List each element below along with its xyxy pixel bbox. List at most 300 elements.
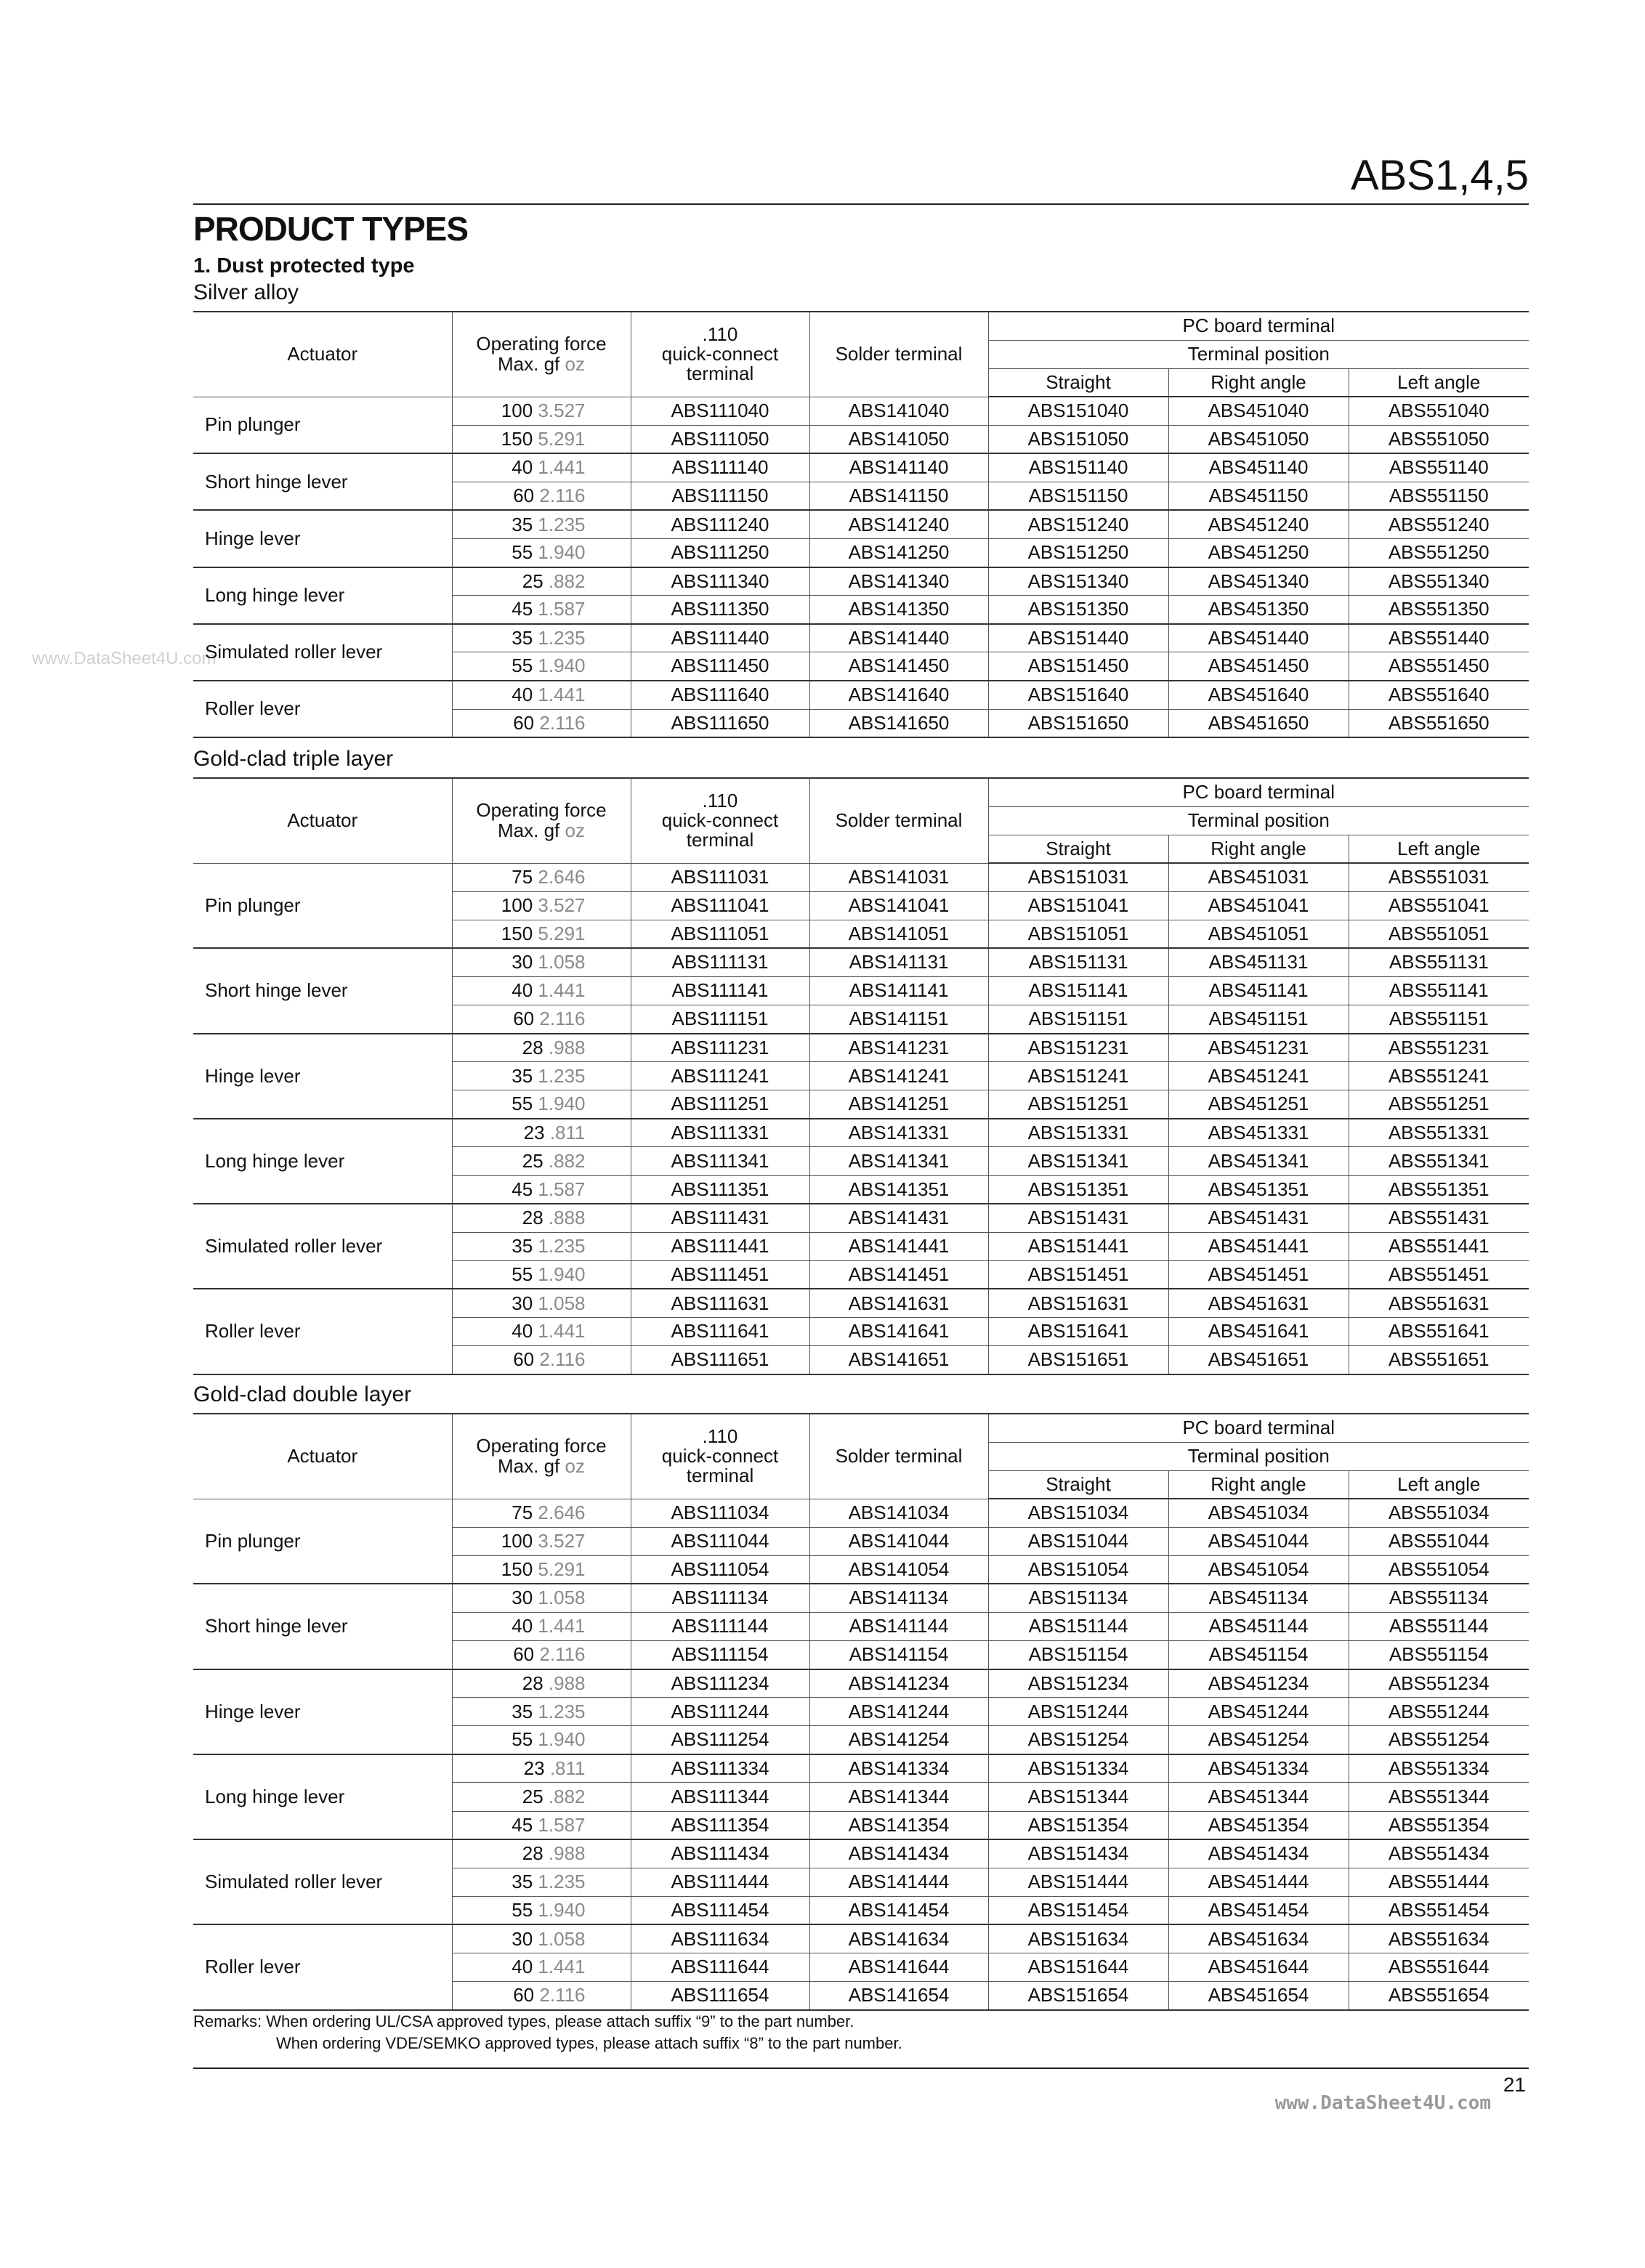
operating-force-cell [452, 1896, 631, 1924]
part-pcb-right-angle: ABS451244 [1168, 1698, 1349, 1726]
quick-connect-label: .110 [702, 323, 738, 345]
operating-force-cell [452, 681, 631, 709]
part-pcb-right-angle: ABS451134 [1168, 1584, 1349, 1612]
part-pcb-left-angle: ABS551454 [1349, 1896, 1529, 1924]
force-gf-value: 30 [512, 1587, 533, 1609]
remarks [193, 2011, 902, 2054]
part-pcb-right-angle: ABS451631 [1168, 1289, 1349, 1317]
operating-force-cell [452, 1555, 631, 1584]
part-pcb-straight: ABS151640 [988, 681, 1168, 709]
header-row [193, 312, 1529, 340]
force-oz-value: 5.291 [538, 922, 586, 944]
col-header-straight: Straight [988, 368, 1168, 397]
force-gf-value: 35 [512, 1064, 533, 1087]
part-pcb-right-angle: ABS451434 [1168, 1839, 1349, 1868]
part-solder: ABS141244 [809, 1698, 988, 1726]
force-oz-value: 3.527 [538, 399, 586, 421]
col-header-actuator: Actuator [193, 312, 452, 397]
part-pcb-straight: ABS151151 [988, 1005, 1168, 1033]
force-label-1: Operating force [476, 333, 607, 355]
part-quick-connect: ABS111134 [631, 1584, 809, 1612]
quick-connect-label: .110 [702, 1425, 738, 1447]
table-row [193, 681, 1529, 709]
operating-force-cell [452, 1669, 631, 1698]
part-pcb-right-angle: ABS451634 [1168, 1924, 1349, 1953]
part-quick-connect: ABS111441 [631, 1232, 809, 1260]
part-quick-connect: ABS111444 [631, 1868, 809, 1896]
force-oz-value: 1.058 [538, 1587, 586, 1609]
force-gf-value: 28 [522, 1036, 543, 1058]
part-pcb-straight: ABS151131 [988, 948, 1168, 976]
part-pcb-right-angle: ABS451141 [1168, 976, 1349, 1005]
force-gf-value: 35 [512, 1235, 533, 1257]
force-gf-value: 23 [523, 1121, 545, 1143]
side-watermark: www.DataSheet4U.com [32, 649, 217, 668]
part-solder: ABS141131 [809, 948, 988, 976]
col-header-actuator: Actuator [193, 778, 452, 863]
part-pcb-left-angle: ABS551044 [1349, 1527, 1529, 1555]
part-pcb-straight: ABS151241 [988, 1062, 1168, 1090]
part-pcb-right-angle: ABS451050 [1168, 425, 1349, 453]
part-pcb-right-angle: ABS451350 [1168, 596, 1349, 624]
part-pcb-straight: ABS151134 [988, 1584, 1168, 1612]
part-pcb-straight: ABS151334 [988, 1754, 1168, 1783]
table-row [193, 1204, 1529, 1232]
force-gf-value: 30 [512, 1292, 533, 1314]
col-header-pc-board-terminal: PC board terminal [988, 1414, 1529, 1442]
part-solder: ABS141031 [809, 863, 988, 891]
part-quick-connect: ABS111431 [631, 1204, 809, 1232]
force-gf-value: 55 [512, 1898, 533, 1921]
part-solder: ABS141454 [809, 1896, 988, 1924]
part-solder: ABS141640 [809, 681, 988, 709]
product-table-gold-clad-double [193, 1413, 1529, 2011]
part-solder: ABS141341 [809, 1147, 988, 1175]
operating-force-cell [452, 1005, 631, 1033]
part-pcb-straight: ABS151251 [988, 1090, 1168, 1119]
force-gf-value: 150 [501, 1558, 533, 1580]
part-solder: ABS141654 [809, 1982, 988, 2010]
part-quick-connect: ABS111634 [631, 1924, 809, 1953]
force-gf-value: 55 [512, 655, 533, 677]
part-pcb-straight: ABS151154 [988, 1640, 1168, 1669]
force-gf-value: 35 [512, 513, 533, 535]
operating-force-cell [452, 891, 631, 920]
force-gf-value: 100 [501, 894, 533, 916]
force-gf-value: 45 [512, 598, 533, 620]
part-pcb-right-angle: ABS451441 [1168, 1232, 1349, 1260]
part-pcb-right-angle: ABS451250 [1168, 538, 1349, 567]
force-oz-value: 2.116 [539, 1348, 586, 1371]
col-header-right-angle: Right angle [1168, 1470, 1349, 1499]
col-header-straight: Straight [988, 835, 1168, 863]
force-oz-value: 1.235 [538, 1064, 586, 1087]
force-gf-value: 75 [512, 865, 533, 888]
part-pcb-left-angle: ABS551634 [1349, 1924, 1529, 1953]
part-pcb-straight: ABS151140 [988, 453, 1168, 482]
force-gf-value: 55 [512, 1093, 533, 1115]
force-oz-value: .882 [548, 570, 586, 592]
col-header-right-angle: Right angle [1168, 835, 1349, 863]
part-pcb-right-angle: ABS451241 [1168, 1062, 1349, 1090]
force-unit-gf: Max. gf [498, 1454, 560, 1477]
force-oz-value: 1.587 [538, 1178, 586, 1200]
remarks-line-2: When ordering VDE/SEMKO approved types, please attach suffix “8” to the part number. [276, 2034, 902, 2052]
actuator-cell: Pin plunger [193, 863, 452, 948]
actuator-cell: Short hinge lever [193, 453, 452, 510]
operating-force-cell [452, 863, 631, 891]
force-gf-value: 60 [513, 1348, 535, 1371]
part-pcb-straight: ABS151144 [988, 1612, 1168, 1640]
operating-force-cell [452, 1527, 631, 1555]
part-solder: ABS141154 [809, 1640, 988, 1669]
table-row [193, 1924, 1529, 1953]
force-oz-value: 1.235 [538, 1700, 586, 1722]
operating-force-cell [452, 1289, 631, 1317]
operating-force-cell [452, 1698, 631, 1726]
part-solder: ABS141634 [809, 1924, 988, 1953]
operating-force-cell [452, 1584, 631, 1612]
part-pcb-right-angle: ABS451650 [1168, 709, 1349, 737]
part-pcb-left-angle: ABS551041 [1349, 891, 1529, 920]
actuator-cell: Long hinge lever [193, 1754, 452, 1839]
part-solder: ABS141334 [809, 1754, 988, 1783]
part-pcb-straight: ABS151040 [988, 397, 1168, 425]
actuator-cell: Long hinge lever [193, 1119, 452, 1204]
part-quick-connect: ABS111250 [631, 538, 809, 567]
force-oz-value: 1.058 [538, 1292, 586, 1314]
col-header-terminal-position: Terminal position [988, 806, 1529, 835]
part-pcb-left-angle: ABS551131 [1349, 948, 1529, 976]
part-pcb-left-angle: ABS551250 [1349, 538, 1529, 567]
part-pcb-left-angle: ABS551254 [1349, 1726, 1529, 1754]
part-quick-connect: ABS111044 [631, 1527, 809, 1555]
table-row [193, 397, 1529, 425]
quick-connect-label: terminal [686, 1465, 754, 1487]
footer-watermark: www.DataSheet4U.com [1274, 2092, 1491, 2114]
part-quick-connect: ABS111231 [631, 1034, 809, 1062]
part-pcb-straight: ABS151441 [988, 1232, 1168, 1260]
part-quick-connect: ABS111034 [631, 1499, 809, 1527]
actuator-cell: Short hinge lever [193, 1584, 452, 1669]
part-solder: ABS141434 [809, 1839, 988, 1868]
part-pcb-right-angle: ABS451140 [1168, 453, 1349, 482]
force-gf-value: 40 [512, 979, 533, 1002]
part-pcb-straight: ABS151234 [988, 1669, 1168, 1698]
product-table-silver-alloy [193, 311, 1529, 738]
force-oz-value: 2.116 [539, 1984, 586, 2006]
force-oz-value: 5.291 [538, 427, 586, 450]
force-label-1: Operating force [476, 1435, 607, 1457]
part-pcb-straight: ABS151650 [988, 709, 1168, 737]
part-pcb-left-angle: ABS551451 [1349, 1260, 1529, 1289]
table-row [193, 1839, 1529, 1868]
part-solder: ABS141151 [809, 1005, 988, 1033]
part-pcb-left-angle: ABS551241 [1349, 1062, 1529, 1090]
part-pcb-right-angle: ABS451354 [1168, 1811, 1349, 1839]
part-quick-connect: ABS111241 [631, 1062, 809, 1090]
part-quick-connect: ABS111234 [631, 1669, 809, 1698]
force-gf-value: 100 [501, 1529, 533, 1552]
part-pcb-straight: ABS151054 [988, 1555, 1168, 1584]
part-pcb-left-angle: ABS551240 [1349, 510, 1529, 538]
force-oz-value: 1.058 [538, 951, 586, 973]
table-row [193, 1119, 1529, 1147]
force-gf-value: 45 [512, 1813, 533, 1836]
force-oz-value: 1.587 [538, 1813, 586, 1836]
force-oz-value: .988 [548, 1672, 586, 1694]
part-pcb-straight: ABS151141 [988, 976, 1168, 1005]
force-gf-value: 40 [512, 1320, 533, 1342]
operating-force-cell [452, 1204, 631, 1232]
part-pcb-left-angle: ABS551434 [1349, 1839, 1529, 1868]
part-pcb-right-angle: ABS451641 [1168, 1318, 1349, 1346]
actuator-cell: Hinge lever [193, 1034, 452, 1119]
operating-force-cell [452, 397, 631, 425]
col-header-operating-force [452, 1414, 631, 1499]
force-gf-value: 25 [522, 570, 543, 592]
part-pcb-left-angle: ABS551441 [1349, 1232, 1529, 1260]
force-gf-value: 28 [522, 1672, 543, 1694]
part-solder: ABS141034 [809, 1499, 988, 1527]
part-pcb-straight: ABS151031 [988, 863, 1168, 891]
part-quick-connect: ABS111251 [631, 1090, 809, 1119]
part-pcb-left-angle: ABS551354 [1349, 1811, 1529, 1839]
force-label-1: Operating force [476, 799, 607, 822]
bottom-rule [193, 2067, 1529, 2069]
col-header-solder-terminal: Solder terminal [809, 778, 988, 863]
force-oz-value: 1.235 [538, 1235, 586, 1257]
force-oz-value: 3.527 [538, 1529, 586, 1552]
force-oz-value: .988 [548, 1036, 586, 1058]
part-solder: ABS141250 [809, 538, 988, 567]
force-gf-value: 28 [522, 1842, 543, 1865]
part-solder: ABS141240 [809, 510, 988, 538]
operating-force-cell [452, 425, 631, 453]
operating-force-cell [452, 1640, 631, 1669]
part-pcb-right-angle: ABS451451 [1168, 1260, 1349, 1289]
actuator-cell: Hinge lever [193, 1669, 452, 1754]
force-oz-value: .811 [549, 1121, 586, 1143]
operating-force-cell [452, 567, 631, 596]
force-oz-value: .882 [548, 1785, 586, 1807]
part-pcb-left-angle: ABS551654 [1349, 1982, 1529, 2010]
operating-force-cell [452, 538, 631, 567]
page-number: 21 [1503, 2073, 1526, 2096]
force-oz-value: 1.235 [538, 1871, 586, 1893]
part-solder: ABS141234 [809, 1669, 988, 1698]
force-gf-value: 45 [512, 1178, 533, 1200]
col-header-left-angle: Left angle [1349, 368, 1529, 397]
part-solder: ABS141134 [809, 1584, 988, 1612]
part-pcb-straight: ABS151351 [988, 1175, 1168, 1204]
force-gf-value: 60 [513, 711, 535, 734]
part-quick-connect: ABS111341 [631, 1147, 809, 1175]
part-quick-connect: ABS111440 [631, 624, 809, 652]
force-unit-oz: oz [565, 1454, 585, 1477]
actuator-cell: Pin plunger [193, 397, 452, 453]
part-pcb-right-angle: ABS451154 [1168, 1640, 1349, 1669]
operating-force-cell [452, 1726, 631, 1754]
force-unit-gf: Max. gf [498, 819, 560, 841]
table-row [193, 510, 1529, 538]
part-pcb-left-angle: ABS551234 [1349, 1669, 1529, 1698]
force-gf-value: 35 [512, 626, 533, 649]
part-solder: ABS141251 [809, 1090, 988, 1119]
part-solder: ABS141351 [809, 1175, 988, 1204]
part-pcb-right-angle: ABS451351 [1168, 1175, 1349, 1204]
part-pcb-right-angle: ABS451344 [1168, 1783, 1349, 1811]
part-pcb-straight: ABS151331 [988, 1119, 1168, 1147]
actuator-cell: Simulated roller lever [193, 1839, 452, 1924]
col-header-quick-connect [631, 778, 809, 863]
part-pcb-left-angle: ABS551431 [1349, 1204, 1529, 1232]
part-pcb-right-angle: ABS451331 [1168, 1119, 1349, 1147]
force-gf-value: 150 [501, 922, 533, 944]
part-pcb-left-angle: ABS551331 [1349, 1119, 1529, 1147]
part-quick-connect: ABS111644 [631, 1953, 809, 1982]
part-pcb-straight: ABS151634 [988, 1924, 1168, 1953]
part-solder: ABS141254 [809, 1726, 988, 1754]
operating-force-cell [452, 1232, 631, 1260]
part-pcb-right-angle: ABS451651 [1168, 1346, 1349, 1374]
part-pcb-right-angle: ABS451234 [1168, 1669, 1349, 1698]
col-header-straight: Straight [988, 1470, 1168, 1499]
part-pcb-straight: ABS151244 [988, 1698, 1168, 1726]
operating-force-cell [452, 948, 631, 976]
part-pcb-straight: ABS151250 [988, 538, 1168, 567]
force-oz-value: .888 [548, 1207, 586, 1229]
table-row [193, 624, 1529, 652]
force-gf-value: 35 [512, 1700, 533, 1722]
part-pcb-left-angle: ABS551244 [1349, 1698, 1529, 1726]
force-label-2 [453, 352, 631, 375]
force-oz-value: .882 [548, 1149, 586, 1172]
part-quick-connect: ABS111451 [631, 1260, 809, 1289]
section-title: 1. Dust protected type [193, 254, 415, 278]
col-header-pc-board-terminal: PC board terminal [988, 778, 1529, 806]
document-code: ABS1,4,5 [1350, 152, 1529, 199]
actuator-cell: Short hinge lever [193, 948, 452, 1033]
part-quick-connect: ABS111631 [631, 1289, 809, 1317]
force-oz-value: 1.940 [538, 655, 586, 677]
force-gf-value: 55 [512, 1728, 533, 1751]
part-pcb-left-angle: ABS551040 [1349, 397, 1529, 425]
col-header-quick-connect [631, 312, 809, 397]
header-row [193, 1414, 1529, 1442]
part-quick-connect: ABS111150 [631, 482, 809, 510]
actuator-cell: Simulated roller lever [193, 1204, 452, 1289]
part-pcb-right-angle: ABS451151 [1168, 1005, 1349, 1033]
actuator-cell: Roller lever [193, 1289, 452, 1374]
table-row [193, 1754, 1529, 1783]
operating-force-cell [452, 1612, 631, 1640]
force-oz-value: 1.940 [538, 1728, 586, 1751]
force-gf-value: 55 [512, 541, 533, 564]
part-pcb-right-angle: ABS451040 [1168, 397, 1349, 425]
col-header-left-angle: Left angle [1349, 1470, 1529, 1499]
part-pcb-straight: ABS151431 [988, 1204, 1168, 1232]
actuator-cell: Pin plunger [193, 1499, 452, 1584]
force-gf-value: 60 [513, 1984, 535, 2006]
part-solder: ABS141141 [809, 976, 988, 1005]
force-gf-value: 150 [501, 427, 533, 450]
part-pcb-left-angle: ABS551031 [1349, 863, 1529, 891]
table-row [193, 863, 1529, 891]
force-oz-value: 2.116 [539, 1643, 586, 1666]
force-oz-value: 1.441 [538, 456, 586, 479]
force-oz-value: 1.441 [538, 684, 586, 706]
part-solder: ABS141331 [809, 1119, 988, 1147]
part-solder: ABS141050 [809, 425, 988, 453]
quick-connect-label: .110 [702, 789, 738, 811]
part-pcb-straight: ABS151150 [988, 482, 1168, 510]
force-oz-value: 2.116 [539, 711, 586, 734]
operating-force-cell [452, 1811, 631, 1839]
part-quick-connect: ABS111140 [631, 453, 809, 482]
force-oz-value: 1.940 [538, 541, 586, 564]
table-row [193, 948, 1529, 976]
force-gf-value: 40 [512, 456, 533, 479]
part-pcb-straight: ABS151454 [988, 1896, 1168, 1924]
operating-force-cell [452, 1924, 631, 1953]
force-gf-value: 100 [501, 399, 533, 421]
operating-force-cell [452, 1090, 631, 1119]
part-pcb-right-angle: ABS451644 [1168, 1953, 1349, 1982]
actuator-cell: Hinge lever [193, 510, 452, 567]
force-oz-value: 5.291 [538, 1558, 586, 1580]
force-oz-value: 1.940 [538, 1093, 586, 1115]
part-pcb-left-angle: ABS551140 [1349, 453, 1529, 482]
part-pcb-right-angle: ABS451254 [1168, 1726, 1349, 1754]
part-pcb-right-angle: ABS451051 [1168, 920, 1349, 948]
force-gf-value: 75 [512, 1501, 533, 1523]
part-pcb-straight: ABS151641 [988, 1318, 1168, 1346]
force-oz-value: 1.235 [538, 626, 586, 649]
part-quick-connect: ABS111244 [631, 1698, 809, 1726]
part-solder: ABS141054 [809, 1555, 988, 1584]
force-oz-value: 1.940 [538, 1263, 586, 1285]
operating-force-cell [452, 976, 631, 1005]
force-unit-oz: oz [565, 352, 585, 375]
part-pcb-right-angle: ABS451150 [1168, 482, 1349, 510]
col-header-operating-force [452, 312, 631, 397]
part-pcb-left-angle: ABS551054 [1349, 1555, 1529, 1584]
part-quick-connect: ABS111041 [631, 891, 809, 920]
table-title-gold-clad-triple: Gold-clad triple layer [193, 747, 394, 771]
col-header-terminal-position: Terminal position [988, 1442, 1529, 1470]
part-pcb-right-angle: ABS451044 [1168, 1527, 1349, 1555]
force-gf-value: 30 [512, 1927, 533, 1950]
force-gf-value: 23 [523, 1757, 545, 1779]
part-pcb-left-angle: ABS551340 [1349, 567, 1529, 596]
part-pcb-straight: ABS151444 [988, 1868, 1168, 1896]
part-pcb-left-angle: ABS551150 [1349, 482, 1529, 510]
operating-force-cell [452, 1839, 631, 1868]
col-header-operating-force [452, 778, 631, 863]
operating-force-cell [452, 1346, 631, 1374]
force-gf-value: 60 [513, 1008, 535, 1030]
operating-force-cell [452, 920, 631, 948]
part-pcb-straight: ABS151050 [988, 425, 1168, 453]
force-oz-value: 2.116 [539, 484, 586, 506]
part-quick-connect: ABS111050 [631, 425, 809, 453]
part-solder: ABS141140 [809, 453, 988, 482]
part-quick-connect: ABS111331 [631, 1119, 809, 1147]
col-header-quick-connect [631, 1414, 809, 1499]
part-solder: ABS141144 [809, 1612, 988, 1640]
part-pcb-straight: ABS151644 [988, 1953, 1168, 1982]
